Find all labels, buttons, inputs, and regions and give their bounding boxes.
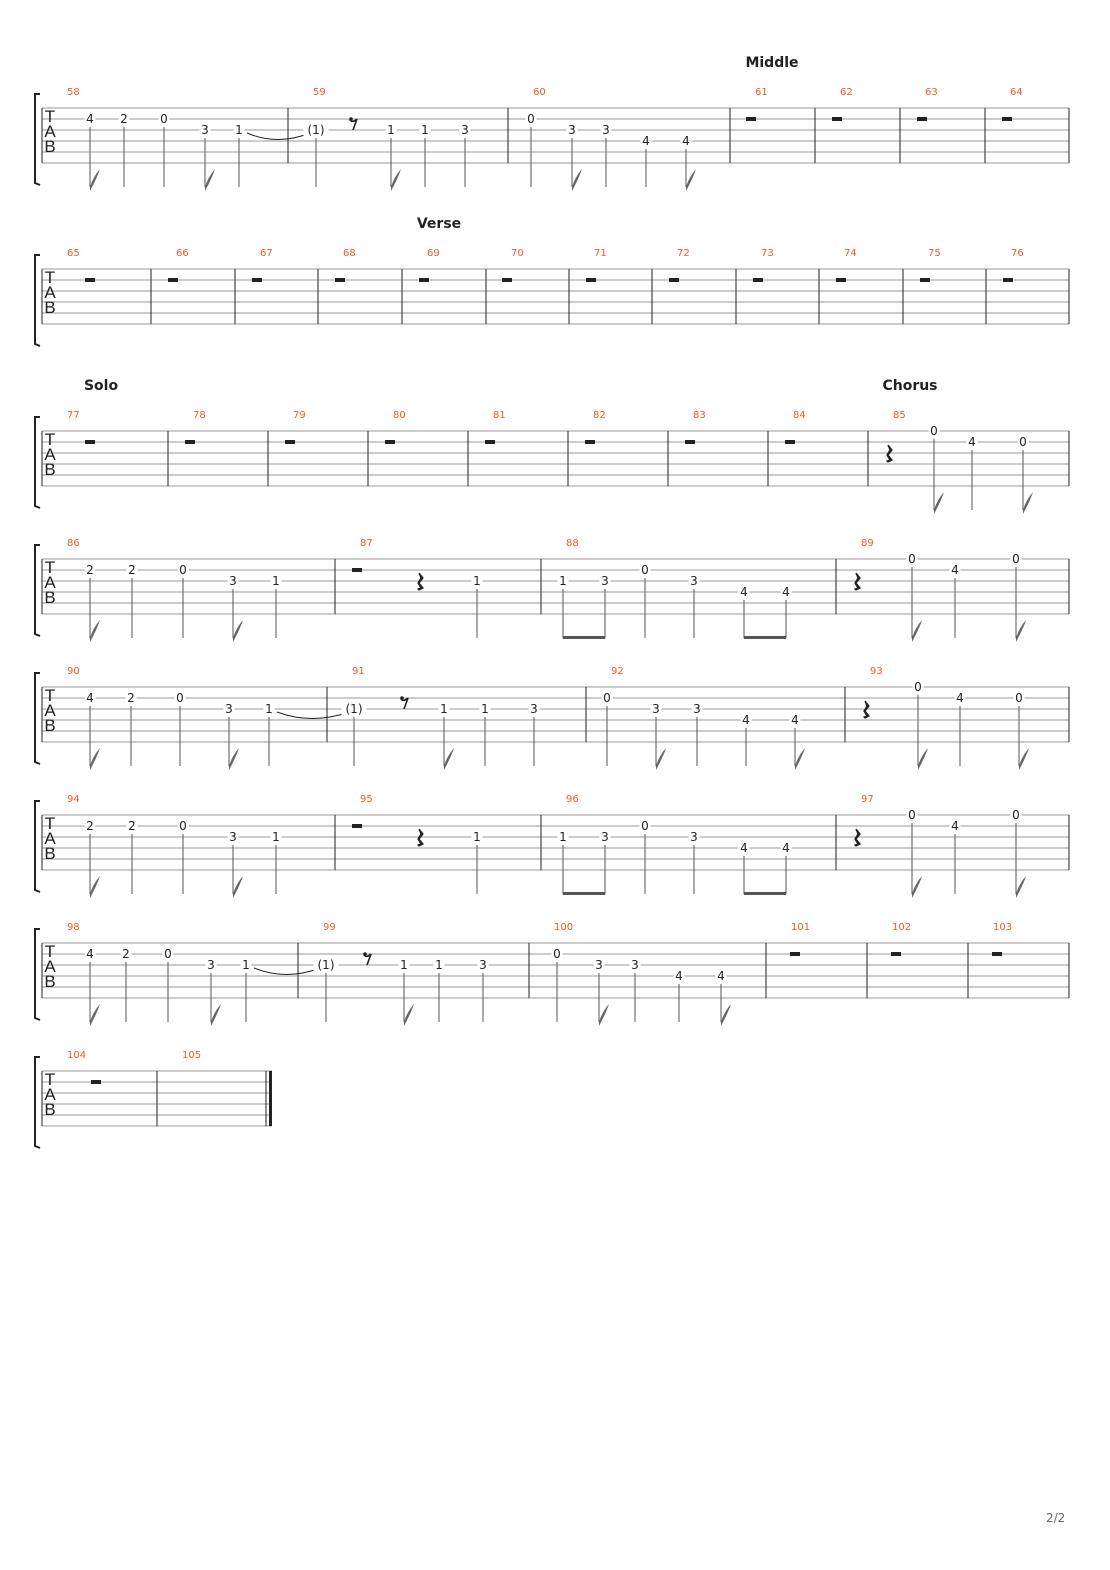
final-barline-thick: [269, 1071, 272, 1126]
fret-number: 0: [930, 424, 938, 438]
measure-number: 102: [892, 922, 912, 933]
fret-number: 3: [652, 702, 660, 716]
half-rest: [836, 278, 846, 282]
measure-number: 96: [566, 794, 579, 805]
fret-number: 0: [179, 563, 187, 577]
fret-number: 3: [229, 574, 237, 588]
tab-clef-letter: T: [44, 686, 56, 705]
measure-number: 104: [67, 1050, 87, 1061]
fret-number: 4: [742, 713, 750, 727]
tab-clef-letter: T: [44, 1070, 56, 1089]
tie-arc: [277, 712, 349, 719]
system-bracket: [35, 545, 40, 636]
half-rest: [685, 440, 695, 444]
eighth-flag: [1016, 876, 1026, 898]
fret-number: 1: [473, 574, 481, 588]
tab-clef-letter: A: [44, 701, 56, 720]
half-rest: [1002, 117, 1012, 121]
beam: [563, 636, 605, 639]
eighth-flag: [912, 876, 922, 898]
measure-number: 83: [693, 410, 706, 421]
fret-number: 4: [717, 969, 725, 983]
tab-clef-letter: B: [44, 298, 56, 317]
half-rest: [992, 952, 1002, 956]
eighth-flag: [656, 748, 666, 770]
fret-number: 4: [86, 947, 94, 961]
tab-system: [35, 55, 1069, 191]
measure-number: 58: [67, 87, 80, 98]
half-rest: [669, 278, 679, 282]
fret-number: 0: [164, 947, 172, 961]
tab-clef-letter: A: [44, 573, 56, 592]
tie-arc: [247, 133, 310, 140]
tab-clef-letter: A: [44, 1085, 56, 1104]
fret-number: 4: [740, 585, 748, 599]
half-rest: [168, 278, 178, 282]
measure-number: 81: [493, 410, 506, 421]
eighth-flag: [918, 748, 928, 770]
fret-number: 1: [421, 123, 429, 137]
fret-number: 3: [602, 123, 610, 137]
half-rest: [920, 278, 930, 282]
tab-clef-letter: B: [44, 844, 56, 863]
fret-number: 3: [690, 574, 698, 588]
fret-number: 1: [235, 123, 243, 137]
measure-number: 100: [554, 922, 574, 933]
measure-number: 75: [928, 248, 941, 259]
measure-number: 74: [844, 248, 857, 259]
fret-number: 0: [1012, 552, 1020, 566]
tie-arc: [254, 968, 320, 975]
fret-number: 2: [120, 112, 128, 126]
fret-number: 1: [272, 830, 280, 844]
eighth-flag: [686, 169, 696, 191]
fret-number: 1: [473, 830, 481, 844]
measure-number: 92: [611, 666, 624, 677]
tab-clef-letter: B: [44, 972, 56, 991]
eighth-flag: [90, 748, 100, 770]
fret-number: 0: [603, 691, 611, 705]
fret-number: 1: [242, 958, 250, 972]
tab-system: [35, 538, 1069, 642]
measure-number: 72: [677, 248, 690, 259]
measure-number: 69: [427, 248, 440, 259]
fret-number: 0: [641, 819, 649, 833]
half-rest: [352, 824, 362, 828]
fret-number: 4: [968, 435, 976, 449]
half-rest: [891, 952, 901, 956]
tab-clef-letter: T: [44, 107, 56, 126]
fret-number: 3: [201, 123, 209, 137]
measure-number: 73: [761, 248, 774, 259]
beam: [563, 892, 605, 895]
beam: [744, 892, 786, 895]
fret-number: 3: [207, 958, 215, 972]
system-bracket: [35, 255, 40, 346]
fret-number: 4: [951, 819, 959, 833]
fret-number: 3: [631, 958, 639, 972]
fret-number: (1): [317, 958, 335, 972]
section-label: Solo: [83, 378, 119, 394]
fret-number: 0: [553, 947, 561, 961]
measure-number: 77: [67, 410, 80, 421]
half-rest: [252, 278, 262, 282]
system-bracket: [35, 1057, 40, 1148]
fret-number: 1: [400, 958, 408, 972]
half-rest: [85, 278, 95, 282]
eighth-flag: [934, 492, 944, 514]
fret-number: 3: [568, 123, 576, 137]
tab-clef-letter: B: [44, 460, 56, 479]
measure-number: 66: [176, 248, 189, 259]
eighth-flag: [572, 169, 582, 191]
tab-clef-letter: T: [44, 268, 56, 287]
fret-number: 2: [127, 691, 135, 705]
eighth-rest-dot: [363, 952, 367, 956]
eighth-flag: [233, 876, 243, 898]
measure-number: 63: [925, 87, 938, 98]
fret-number: 1: [272, 574, 280, 588]
measure-number: 61: [755, 87, 768, 98]
eighth-flag: [404, 1004, 414, 1026]
fret-number: 1: [559, 574, 567, 588]
tab-system: [35, 922, 1069, 1026]
system-bracket: [35, 94, 40, 185]
fret-number: 3: [601, 574, 609, 588]
measure-number: 89: [861, 538, 874, 549]
measure-number: 88: [566, 538, 579, 549]
measure-number: 87: [360, 538, 373, 549]
fret-number: 0: [908, 808, 916, 822]
fret-number: 4: [782, 585, 790, 599]
fret-number: 2: [128, 563, 136, 577]
measure-number: 68: [343, 248, 356, 259]
measure-number: 70: [511, 248, 524, 259]
measure-number: 98: [67, 922, 80, 933]
measure-number: 65: [67, 248, 80, 259]
half-rest: [419, 278, 429, 282]
tab-clef-letter: A: [44, 957, 56, 976]
eighth-flag: [205, 169, 215, 191]
measure-number: 78: [193, 410, 206, 421]
system-bracket: [35, 801, 40, 892]
eighth-rest-dot: [400, 696, 404, 700]
tab-system: [35, 794, 1069, 898]
tab-system: [35, 666, 1069, 770]
eighth-flag: [721, 1004, 731, 1026]
measure-number: 82: [593, 410, 606, 421]
measure-number: 71: [594, 248, 607, 259]
eighth-flag: [1016, 620, 1026, 642]
measure-number: 86: [67, 538, 80, 549]
fret-number: 4: [951, 563, 959, 577]
eighth-flag: [90, 169, 100, 191]
eighth-flag: [1023, 492, 1033, 514]
fret-number: (1): [307, 123, 325, 137]
tab-clef-letter: B: [44, 588, 56, 607]
system-bracket: [35, 929, 40, 1020]
tab-clef-letter: T: [44, 558, 56, 577]
fret-number: 0: [1012, 808, 1020, 822]
fret-number: 1: [265, 702, 273, 716]
half-rest: [790, 952, 800, 956]
tab-clef-letter: T: [44, 942, 56, 961]
tab-clef-letter: A: [44, 445, 56, 464]
section-label: Chorus: [882, 378, 938, 394]
eighth-flag: [795, 748, 805, 770]
fret-number: 2: [86, 563, 94, 577]
half-rest: [485, 440, 495, 444]
half-rest: [832, 117, 842, 121]
fret-number: 4: [791, 713, 799, 727]
measure-number: 64: [1010, 87, 1023, 98]
fret-number: 2: [128, 819, 136, 833]
half-rest: [85, 440, 95, 444]
tab-system: [35, 1050, 272, 1148]
fret-number: 0: [1019, 435, 1027, 449]
fret-number: 1: [435, 958, 443, 972]
half-rest: [586, 278, 596, 282]
half-rest: [785, 440, 795, 444]
measure-number: 99: [323, 922, 336, 933]
half-rest: [502, 278, 512, 282]
fret-number: 0: [176, 691, 184, 705]
tab-clef-letter: A: [44, 283, 56, 302]
eighth-flag: [1019, 748, 1029, 770]
fret-number: 0: [908, 552, 916, 566]
eighth-flag: [90, 876, 100, 898]
section-label: Verse: [416, 216, 462, 232]
half-rest: [585, 440, 595, 444]
measure-number: 90: [67, 666, 80, 677]
measure-number: 60: [533, 87, 546, 98]
measure-number: 84: [793, 410, 806, 421]
measure-number: 93: [870, 666, 883, 677]
measure-number: 91: [352, 666, 365, 677]
fret-number: 3: [225, 702, 233, 716]
measure-number: 101: [791, 922, 811, 933]
fret-number: 0: [914, 680, 922, 694]
fret-number: 0: [527, 112, 535, 126]
eighth-flag: [233, 620, 243, 642]
half-rest: [746, 117, 756, 121]
fret-number: 4: [740, 841, 748, 855]
tab-clef-letter: A: [44, 122, 56, 141]
fret-number: 4: [682, 134, 690, 148]
eighth-flag: [912, 620, 922, 642]
fret-number: 4: [642, 134, 650, 148]
fret-number: 2: [122, 947, 130, 961]
system-bracket: [35, 417, 40, 508]
half-rest: [352, 568, 362, 572]
fret-number: 3: [530, 702, 538, 716]
fret-number: 4: [782, 841, 790, 855]
measure-number: 79: [293, 410, 306, 421]
fret-number: 4: [86, 112, 94, 126]
eighth-rest-dot: [349, 117, 353, 121]
measure-number: 97: [861, 794, 874, 805]
fret-number: 3: [461, 123, 469, 137]
fret-number: 4: [675, 969, 683, 983]
system-bracket: [35, 673, 40, 764]
eighth-flag: [229, 748, 239, 770]
tab-clef-letter: B: [44, 137, 56, 156]
eighth-flag: [599, 1004, 609, 1026]
half-rest: [753, 278, 763, 282]
fret-number: 2: [86, 819, 94, 833]
measure-number: 103: [993, 922, 1013, 933]
fret-number: 3: [595, 958, 603, 972]
tab-clef-letter: A: [44, 829, 56, 848]
fret-number: 0: [179, 819, 187, 833]
fret-number: 0: [160, 112, 168, 126]
tab-clef-letter: B: [44, 716, 56, 735]
measure-number: 67: [260, 248, 273, 259]
tab-clef-letter: B: [44, 1100, 56, 1119]
measure-number: 95: [360, 794, 373, 805]
eighth-flag: [90, 620, 100, 642]
half-rest: [335, 278, 345, 282]
eighth-flag: [211, 1004, 221, 1026]
section-label: Middle: [745, 55, 799, 71]
fret-number: 3: [601, 830, 609, 844]
measure-number: 105: [182, 1050, 202, 1061]
half-rest: [385, 440, 395, 444]
fret-number: 3: [229, 830, 237, 844]
fret-number: (1): [345, 702, 363, 716]
half-rest: [91, 1080, 101, 1084]
measure-number: 80: [393, 410, 406, 421]
fret-number: 1: [559, 830, 567, 844]
tab-system: [35, 216, 1069, 346]
measure-number: 62: [840, 87, 853, 98]
tab-clef-letter: T: [44, 430, 56, 449]
fret-number: 4: [86, 691, 94, 705]
fret-number: 3: [690, 830, 698, 844]
fret-number: 3: [693, 702, 701, 716]
fret-number: 1: [481, 702, 489, 716]
tab-clef-letter: T: [44, 814, 56, 833]
half-rest: [1003, 278, 1013, 282]
fret-number: 1: [440, 702, 448, 716]
half-rest: [917, 117, 927, 121]
fret-number: 4: [956, 691, 964, 705]
fret-number: 0: [1015, 691, 1023, 705]
eighth-flag: [90, 1004, 100, 1026]
eighth-flag: [444, 748, 454, 770]
tab-system: [35, 378, 1069, 514]
fret-number: 1: [387, 123, 395, 137]
measure-number: 85: [893, 410, 906, 421]
page-number: 2/2: [1046, 1511, 1066, 1525]
half-rest: [185, 440, 195, 444]
measure-number: 94: [67, 794, 80, 805]
half-rest: [285, 440, 295, 444]
measure-number: 76: [1011, 248, 1024, 259]
fret-number: 0: [641, 563, 649, 577]
eighth-flag: [391, 169, 401, 191]
measure-number: 59: [313, 87, 326, 98]
fret-number: 3: [479, 958, 487, 972]
beam: [744, 636, 786, 639]
